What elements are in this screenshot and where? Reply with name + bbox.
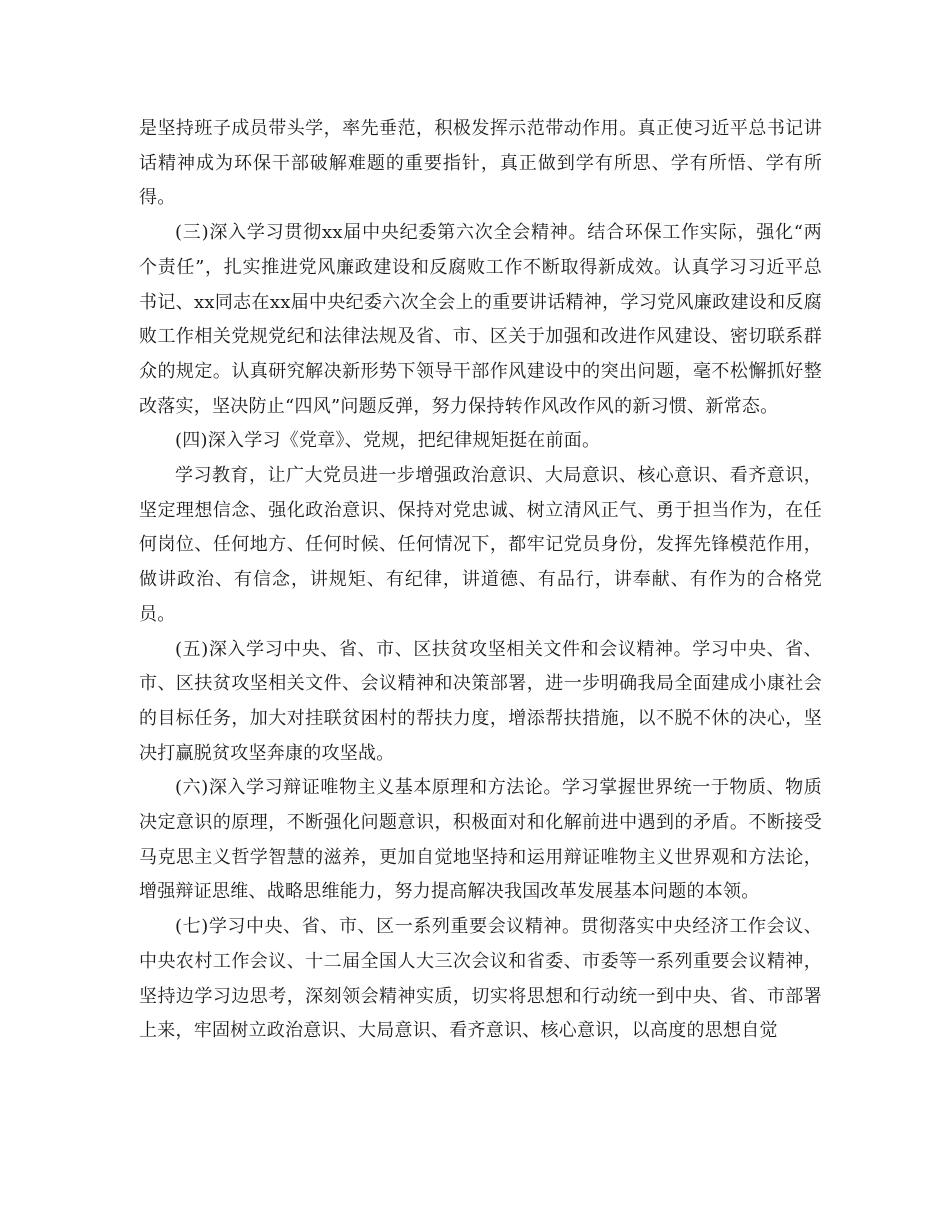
paragraph-section-3: (三)深入学习贯彻xx届中央纪委第六次全会精神。结合环保工作实际，强化“两个责任”，扎实推进党风廉政建设和反腐败工作不断取得新成效。认真学习习近平总书记、xx同志在xx届中央纪委六次全会上的重要讲话精神，学习党风廉政建设和反腐败工作相关党规党纪和法律法规及省、市、区关于加强和改进作风建设、密切联系群众的规定。认真研究解决新形势下领导干部作风建设中的突出问题，毫不松懈抓好整改落实，坚决防止“四风”问题反弹，努力保持转作风改作风的新习惯、新常态。: [139, 222, 822, 417]
paragraph-section-4-heading: (四)深入学习《党章》、党规，把纪律规矩挺在前面。: [175, 430, 601, 452]
paragraph-section-5: (五)深入学习中央、省、市、区扶贫攻坚相关文件和会议精神。学习中央、省、市、区扶贫攻坚相关文件、会议精神和决策部署，进一步明确我局全面建成小康社会的目标任务，加大对挂联贫困村的帮扶力度，增添帮扶措施，以不脱不休的决心，坚决打赢脱贫攻坚奔康的攻坚战。: [139, 638, 822, 764]
paragraph-section-7: (七)学习中央、省、市、区一系列重要会议精神。贯彻落实中央经济工作会议、中央农村工作会议、十二届全国人大三次会议和省委、市委等一系列重要会议精神，坚持边学习边思考，深刻领会精神实质，切实将思想和行动统一到中央、省、市部署上来，牢固树立政治意识、大局意识、看齐意识、核心意识，以高度的思想自觉: [139, 916, 822, 1042]
paragraph-section-4-body: 学习教育，让广大党员进一步增强政治意识、大局意识、核心意识、看齐意识，坚定理想信念、强化政治意识、保持对党忠诚、树立清风正气、勇于担当作为，在任何岗位、任何地方、任何时候、任何情况下，都牢记党员身份，发挥先锋模范作用，做讲政治、有信念，讲规矩、有纪律，讲道德、有品行，讲奉献、有作为的合格党员。: [139, 465, 822, 625]
paragraph-section-6: (六)深入学习辩证唯物主义基本原理和方法论。学习掌握世界统一于物质、物质决定意识的原理，不断强化问题意识，积极面对和化解前进中遇到的矛盾。不断接受马克思主义哲学智慧的滋养，更加自觉地坚持和运用辩证唯物主义世界观和方法论，增强辩证思维、战略思维能力，努力提高解决我国改革发展基本问题的本领。: [139, 777, 822, 903]
document-body: [139, 112, 822, 1049]
paragraph-continued-study: 是坚持班子成员带头学，率先垂范，积极发挥示范带动作用。真正使习近平总书记讲话精神成为环保干部破解难题的重要指针，真正做到学有所思、学有所悟、学有所得。: [139, 118, 822, 209]
